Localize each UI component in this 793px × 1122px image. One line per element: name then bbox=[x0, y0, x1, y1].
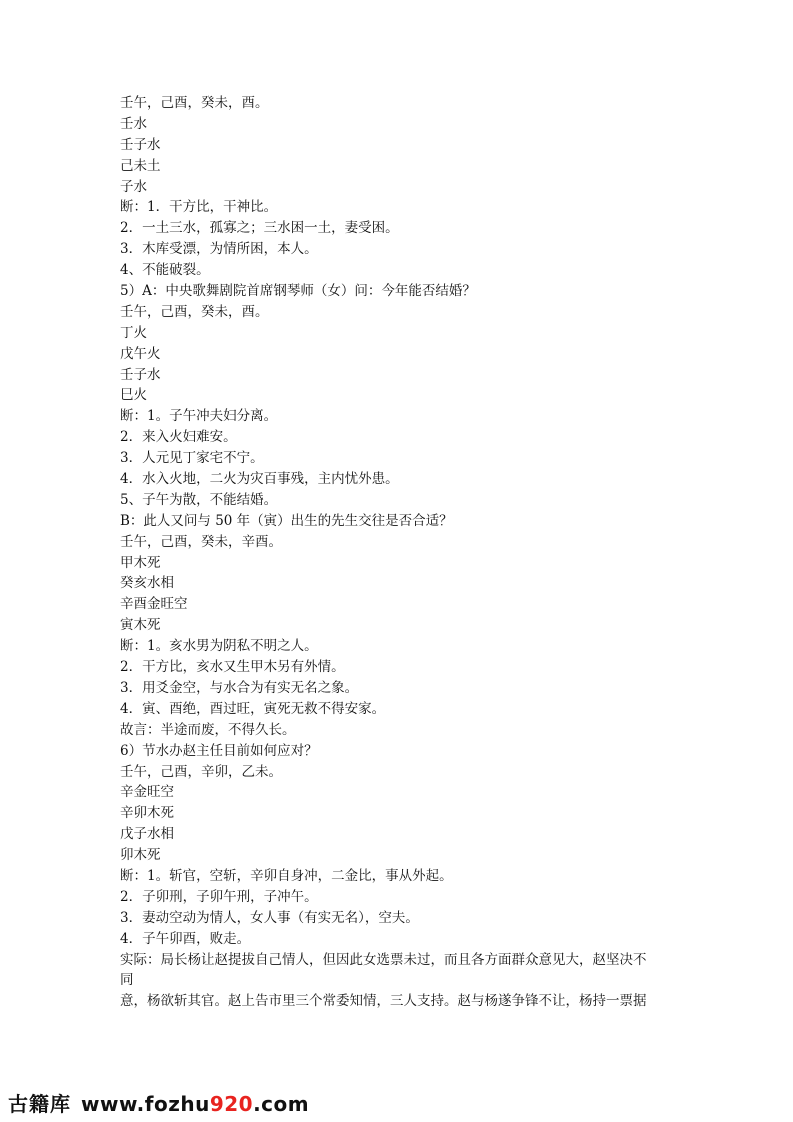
text-line: 卯木死 bbox=[120, 847, 161, 864]
text-line: 3．木库受漂，为情所困，本人。 bbox=[120, 241, 318, 258]
text-line: 甲木死 bbox=[120, 554, 161, 571]
text-line: 6）节水办赵主任目前如何应对？ bbox=[120, 742, 318, 759]
text-line: 丁火 bbox=[120, 324, 147, 341]
text-line: 断：1．干方比，干神比。 bbox=[120, 199, 278, 216]
text-line: 实际：局长杨让赵提拔自己情人，但因此女选票未过，而且各方面群众意见大，赵坚决不 bbox=[120, 951, 647, 968]
text-line: 戊午火 bbox=[120, 345, 161, 362]
text-line: 断：1。子午冲夫妇分离。 bbox=[120, 408, 278, 425]
text-line: 辛金旺空 bbox=[120, 784, 174, 801]
text-line: 意，杨欲斩其官。赵上告市里三个常委知情，三人支持。赵与杨遂争锋不让，杨持一票据 bbox=[120, 993, 647, 1010]
text-line: 5、子午为散，不能结婚。 bbox=[120, 491, 278, 508]
text-line: 辛卯木死 bbox=[120, 805, 174, 822]
text-line: 子水 bbox=[120, 178, 147, 195]
text-line: 4．子午卯酉，败走。 bbox=[120, 930, 251, 947]
text-line: 辛酉金旺空 bbox=[120, 596, 188, 613]
text-line: B：此人又问与 50 年（寅）出生的先生交往是否合适？ bbox=[120, 512, 453, 529]
text-line: 4．寅、酉绝，酉过旺，寅死无救不得安家。 bbox=[120, 700, 386, 717]
text-line: 断：1。斩官，空斩，辛卯自身冲，二金比，事从外起。 bbox=[120, 867, 453, 884]
text-line: 2．干方比，亥水又生甲木另有外情。 bbox=[120, 659, 345, 676]
text-line: 壬子水 bbox=[120, 136, 161, 153]
text-line: 壬午，己酉，癸未，辛酉。 bbox=[120, 533, 282, 550]
footer-url-suffix: .com bbox=[253, 1092, 310, 1116]
text-line: 壬午，己酉，癸未，酉。 bbox=[120, 95, 269, 111]
text-line: 戊子水相 bbox=[120, 826, 174, 843]
text-line: 壬午，己酉，癸未，酉。 bbox=[120, 303, 269, 320]
text-line: 5）A：中央歌舞剧院首席钢琴师（女）问：今年能否结婚？ bbox=[120, 283, 476, 300]
text-line: 2．一土三水，孤寡之；三水困一土，妻受困。 bbox=[120, 220, 399, 237]
text-line: 壬子水 bbox=[120, 366, 161, 383]
text-line: 2．子卯刑，子卯午刑，子冲午。 bbox=[120, 888, 318, 905]
text-line: 2．来入火妇难安。 bbox=[120, 429, 237, 446]
text-line: 壬水 bbox=[120, 115, 147, 132]
text-line: 断：1。亥水男为阴私不明之人。 bbox=[120, 638, 318, 655]
footer-brand: 古籍库 bbox=[8, 1092, 71, 1116]
footer-url-number: 920 bbox=[209, 1092, 254, 1116]
text-line: 3．妻动空动为情人，女人事（有实无名），空夫。 bbox=[120, 909, 419, 926]
text-line: 巳火 bbox=[120, 387, 147, 404]
text-line: 4、不能破裂。 bbox=[120, 262, 210, 279]
document-body bbox=[120, 93, 672, 1012]
text-line: 己未土 bbox=[120, 157, 161, 174]
footer-url[interactable] bbox=[81, 1092, 309, 1116]
text-line: 4．水入火地，二火为灾百事残，主内忧外患。 bbox=[120, 471, 399, 488]
text-line: 同 bbox=[120, 972, 134, 989]
text-line: 癸亥水相 bbox=[120, 575, 174, 592]
text-line: 故言：半途而废，不得久长。 bbox=[120, 721, 296, 738]
text-line: 寅木死 bbox=[120, 617, 161, 634]
text-line: 3．人元见丁家宅不宁。 bbox=[120, 450, 264, 467]
text-line: 壬午，己酉，辛卯，乙未。 bbox=[120, 763, 282, 780]
footer-url-prefix: www.fozhu bbox=[81, 1092, 210, 1116]
footer-watermark bbox=[8, 1088, 309, 1118]
text-line: 3．用爻金空，与水合为有实无名之象。 bbox=[120, 679, 359, 696]
